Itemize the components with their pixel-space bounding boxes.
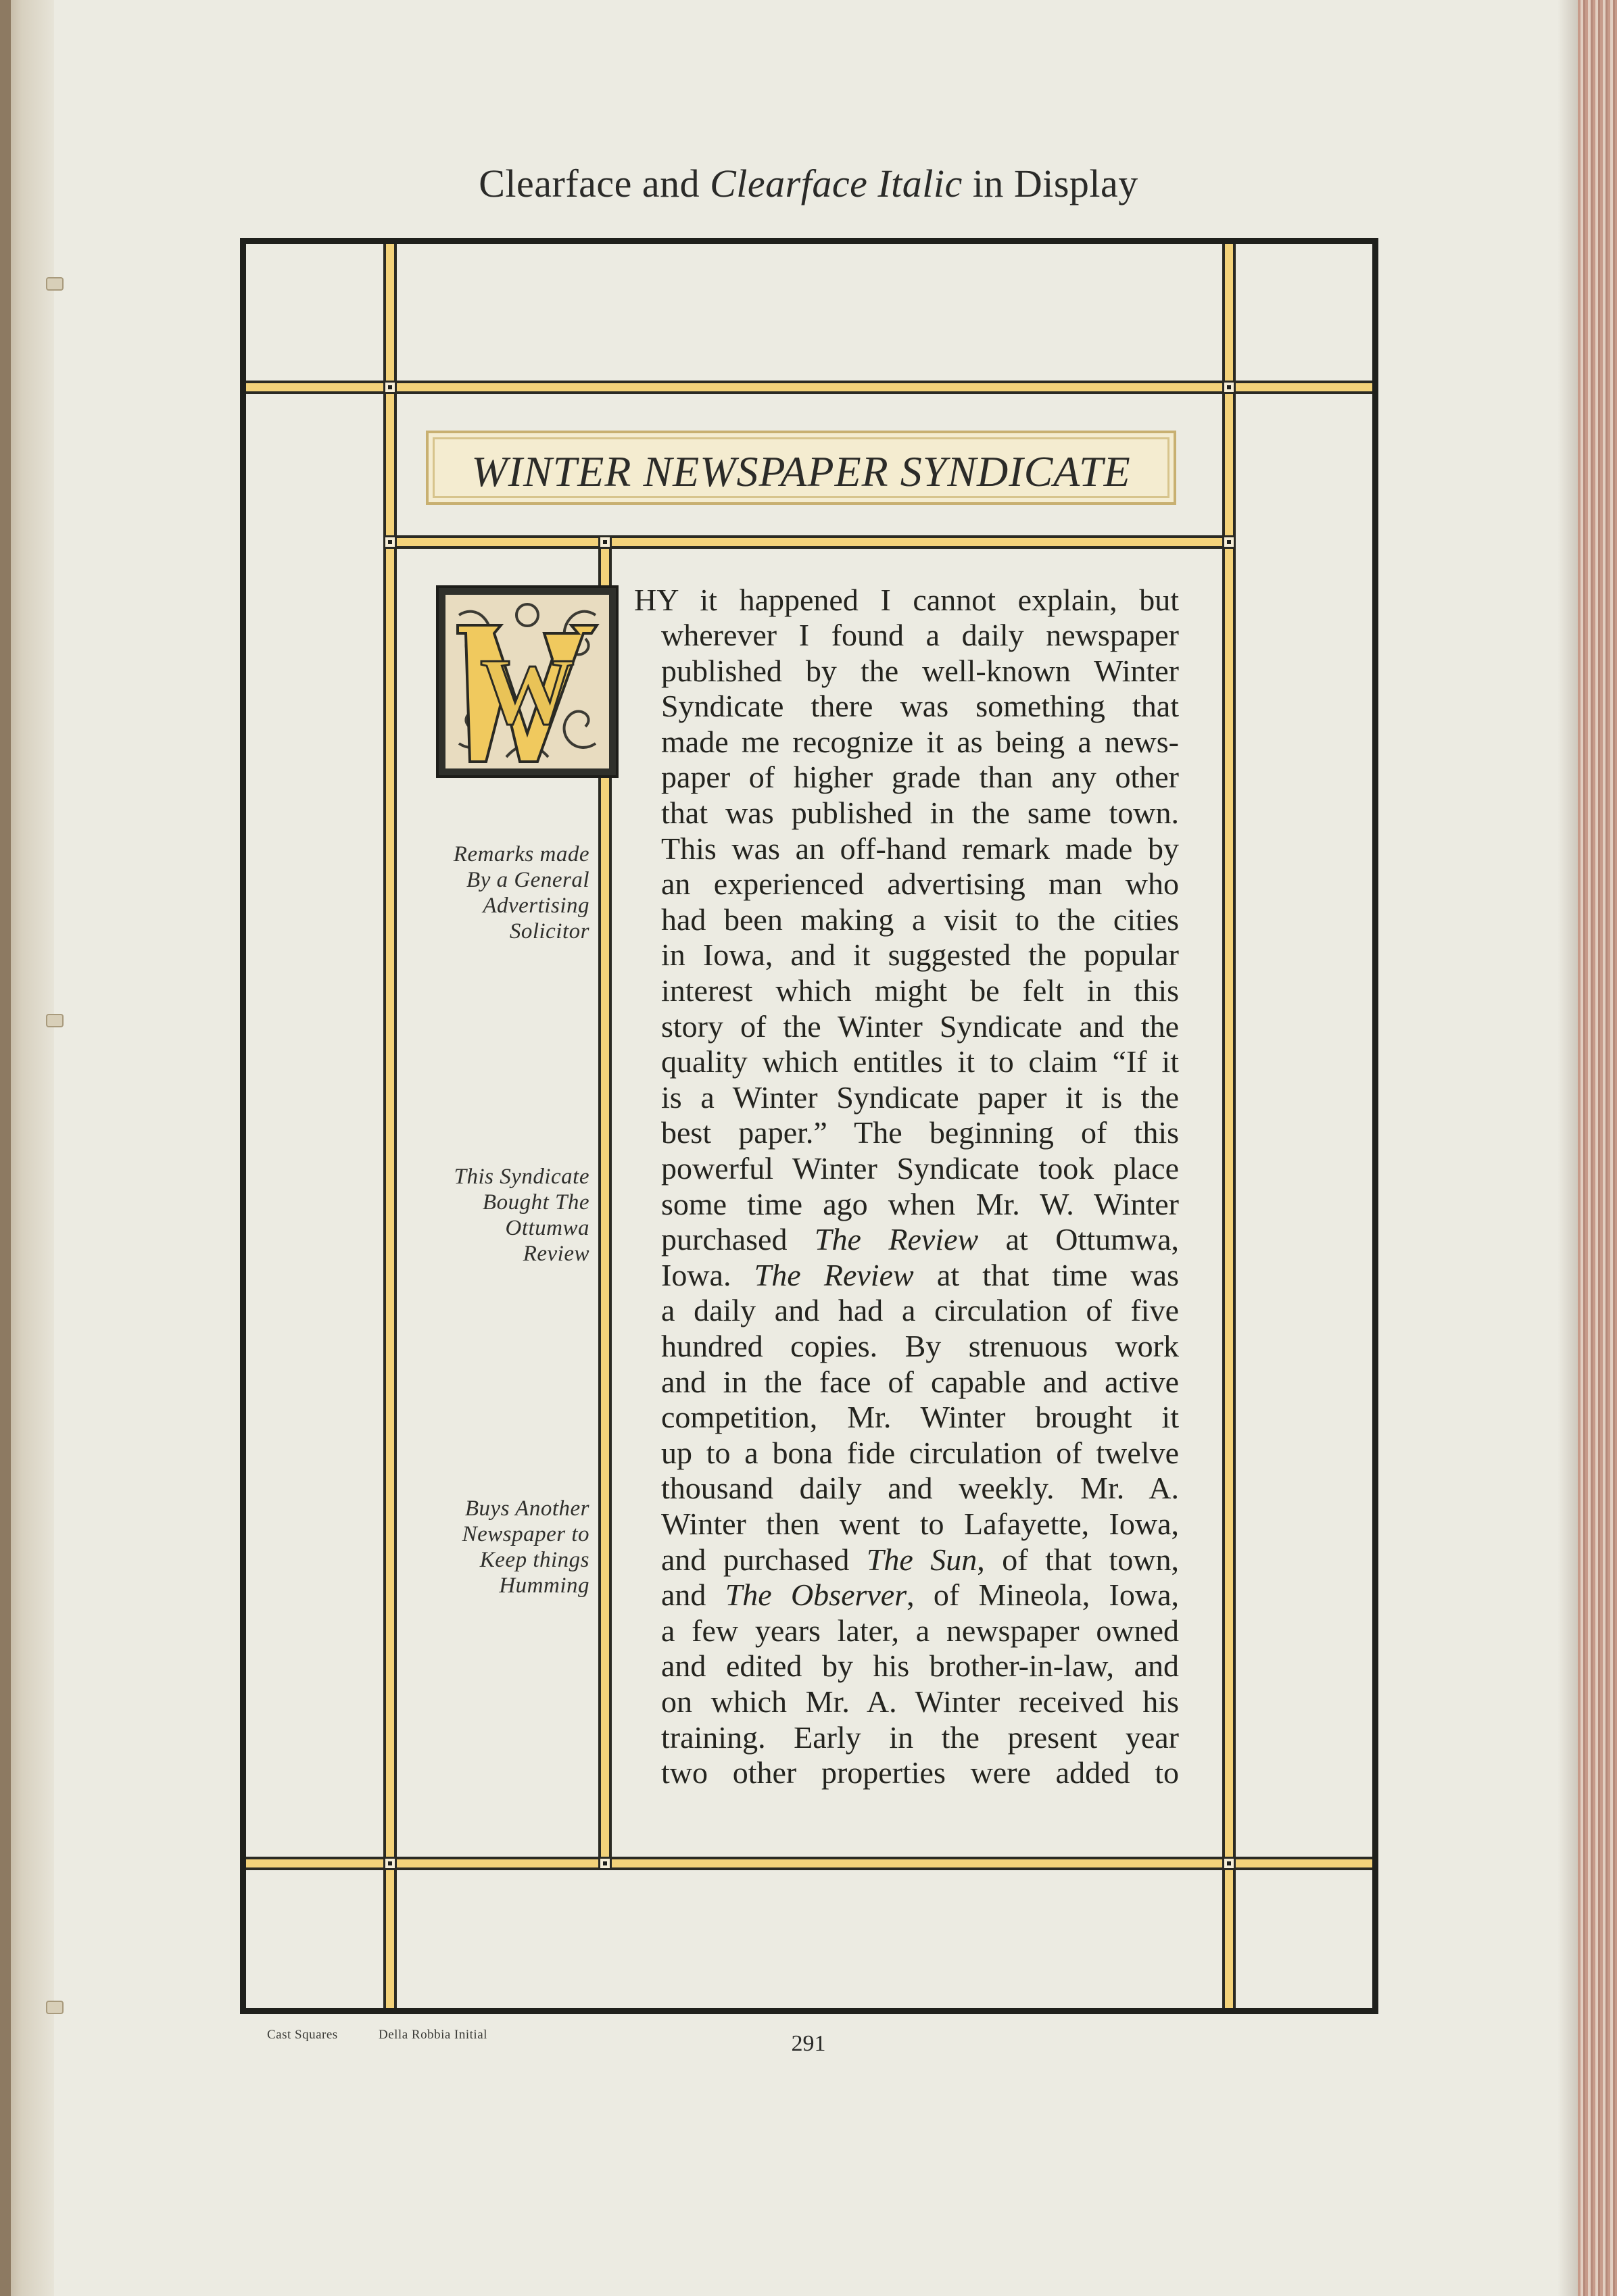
body-line: wherever I found a daily newspaper (661, 618, 1179, 652)
body-line: and edited by his brother-in-law, and (661, 1648, 1179, 1684)
body-line: best paper.” The beginning of this (661, 1115, 1179, 1150)
article-title: WINTER NEWSPAPER SYNDICATE (471, 447, 1131, 495)
body-line: competition, Mr. Winter brought it (661, 1400, 1179, 1435)
body-line: a daily and had a circulation of five (661, 1293, 1179, 1328)
body-line: powerful Winter Syndicate took place (661, 1151, 1179, 1186)
body-line: quality which entitles it to claim “If it (661, 1044, 1179, 1079)
body-line: purchased The Review at Ottumwa, (661, 1222, 1179, 1257)
body-line: paper of higher grade than any other (661, 760, 1179, 795)
page-number: 291 (791, 2031, 826, 2056)
body-line: an experienced advertising man who (661, 866, 1179, 902)
body-line: and The Observer, of Mineola, Iowa, (661, 1578, 1179, 1613)
running-head: Clearface and Clearface Italic in Display (479, 162, 1138, 205)
body-line: hundred copies. By strenuous work (661, 1329, 1179, 1363)
drop-cap-letter: W (480, 639, 575, 744)
body-line: had been making a visit to the cities (661, 902, 1179, 937)
body-line: a few years later, a newspaper owned (661, 1613, 1179, 1648)
sidenote-another-newspaper: Buys Another Newspaper to Keep things Humming (462, 1496, 589, 1598)
body-line: up to a bona fide circulation of twelve (661, 1435, 1179, 1470)
credit-initial: Della Robbia Initial (379, 2028, 487, 2042)
body-line: published by the well-known Winter (661, 653, 1179, 688)
body-line: on which Mr. A. Winter received his (661, 1684, 1179, 1719)
body-line: thousand daily and weekly. Mr. A. (661, 1471, 1179, 1506)
body-line: and purchased The Sun, of that town, (661, 1542, 1179, 1577)
body-line: in Iowa, and it suggested the popular (661, 937, 1179, 973)
body-line: is a Winter Syndicate paper it is the (661, 1079, 1179, 1115)
credit-cast-squares: Cast Squares (267, 2028, 338, 2042)
body-line: HY it happened I cannot explain, but (634, 583, 1179, 617)
sidenote-remarks: Remarks made By a General Advertising Solicitor (453, 842, 589, 944)
body-line: story of the Winter Syndicate and the (661, 1008, 1179, 1044)
body-line: Syndicate there was something that (661, 689, 1179, 724)
body-line: Iowa. The Review at that time was (661, 1257, 1179, 1292)
body-line: that was published in the same town. (661, 796, 1179, 830)
body-line: two other properties were added to (661, 1755, 1179, 1790)
body-line: made me recognize it as being a news- (661, 724, 1179, 759)
body-line: training. Early in the present year (661, 1719, 1179, 1755)
body-line: Winter then went to Lafayette, Iowa, (661, 1507, 1179, 1541)
body-line: interest which might be felt in this (661, 973, 1179, 1008)
sidenote-ottumwa: This Syndicate Bought The Ottumwa Review (454, 1165, 589, 1266)
body-line: and in the face of capable and active (661, 1364, 1179, 1399)
body-line: This was an off-hand remark made by (661, 831, 1179, 866)
body-line: some time ago when Mr. W. Winter (661, 1186, 1179, 1221)
